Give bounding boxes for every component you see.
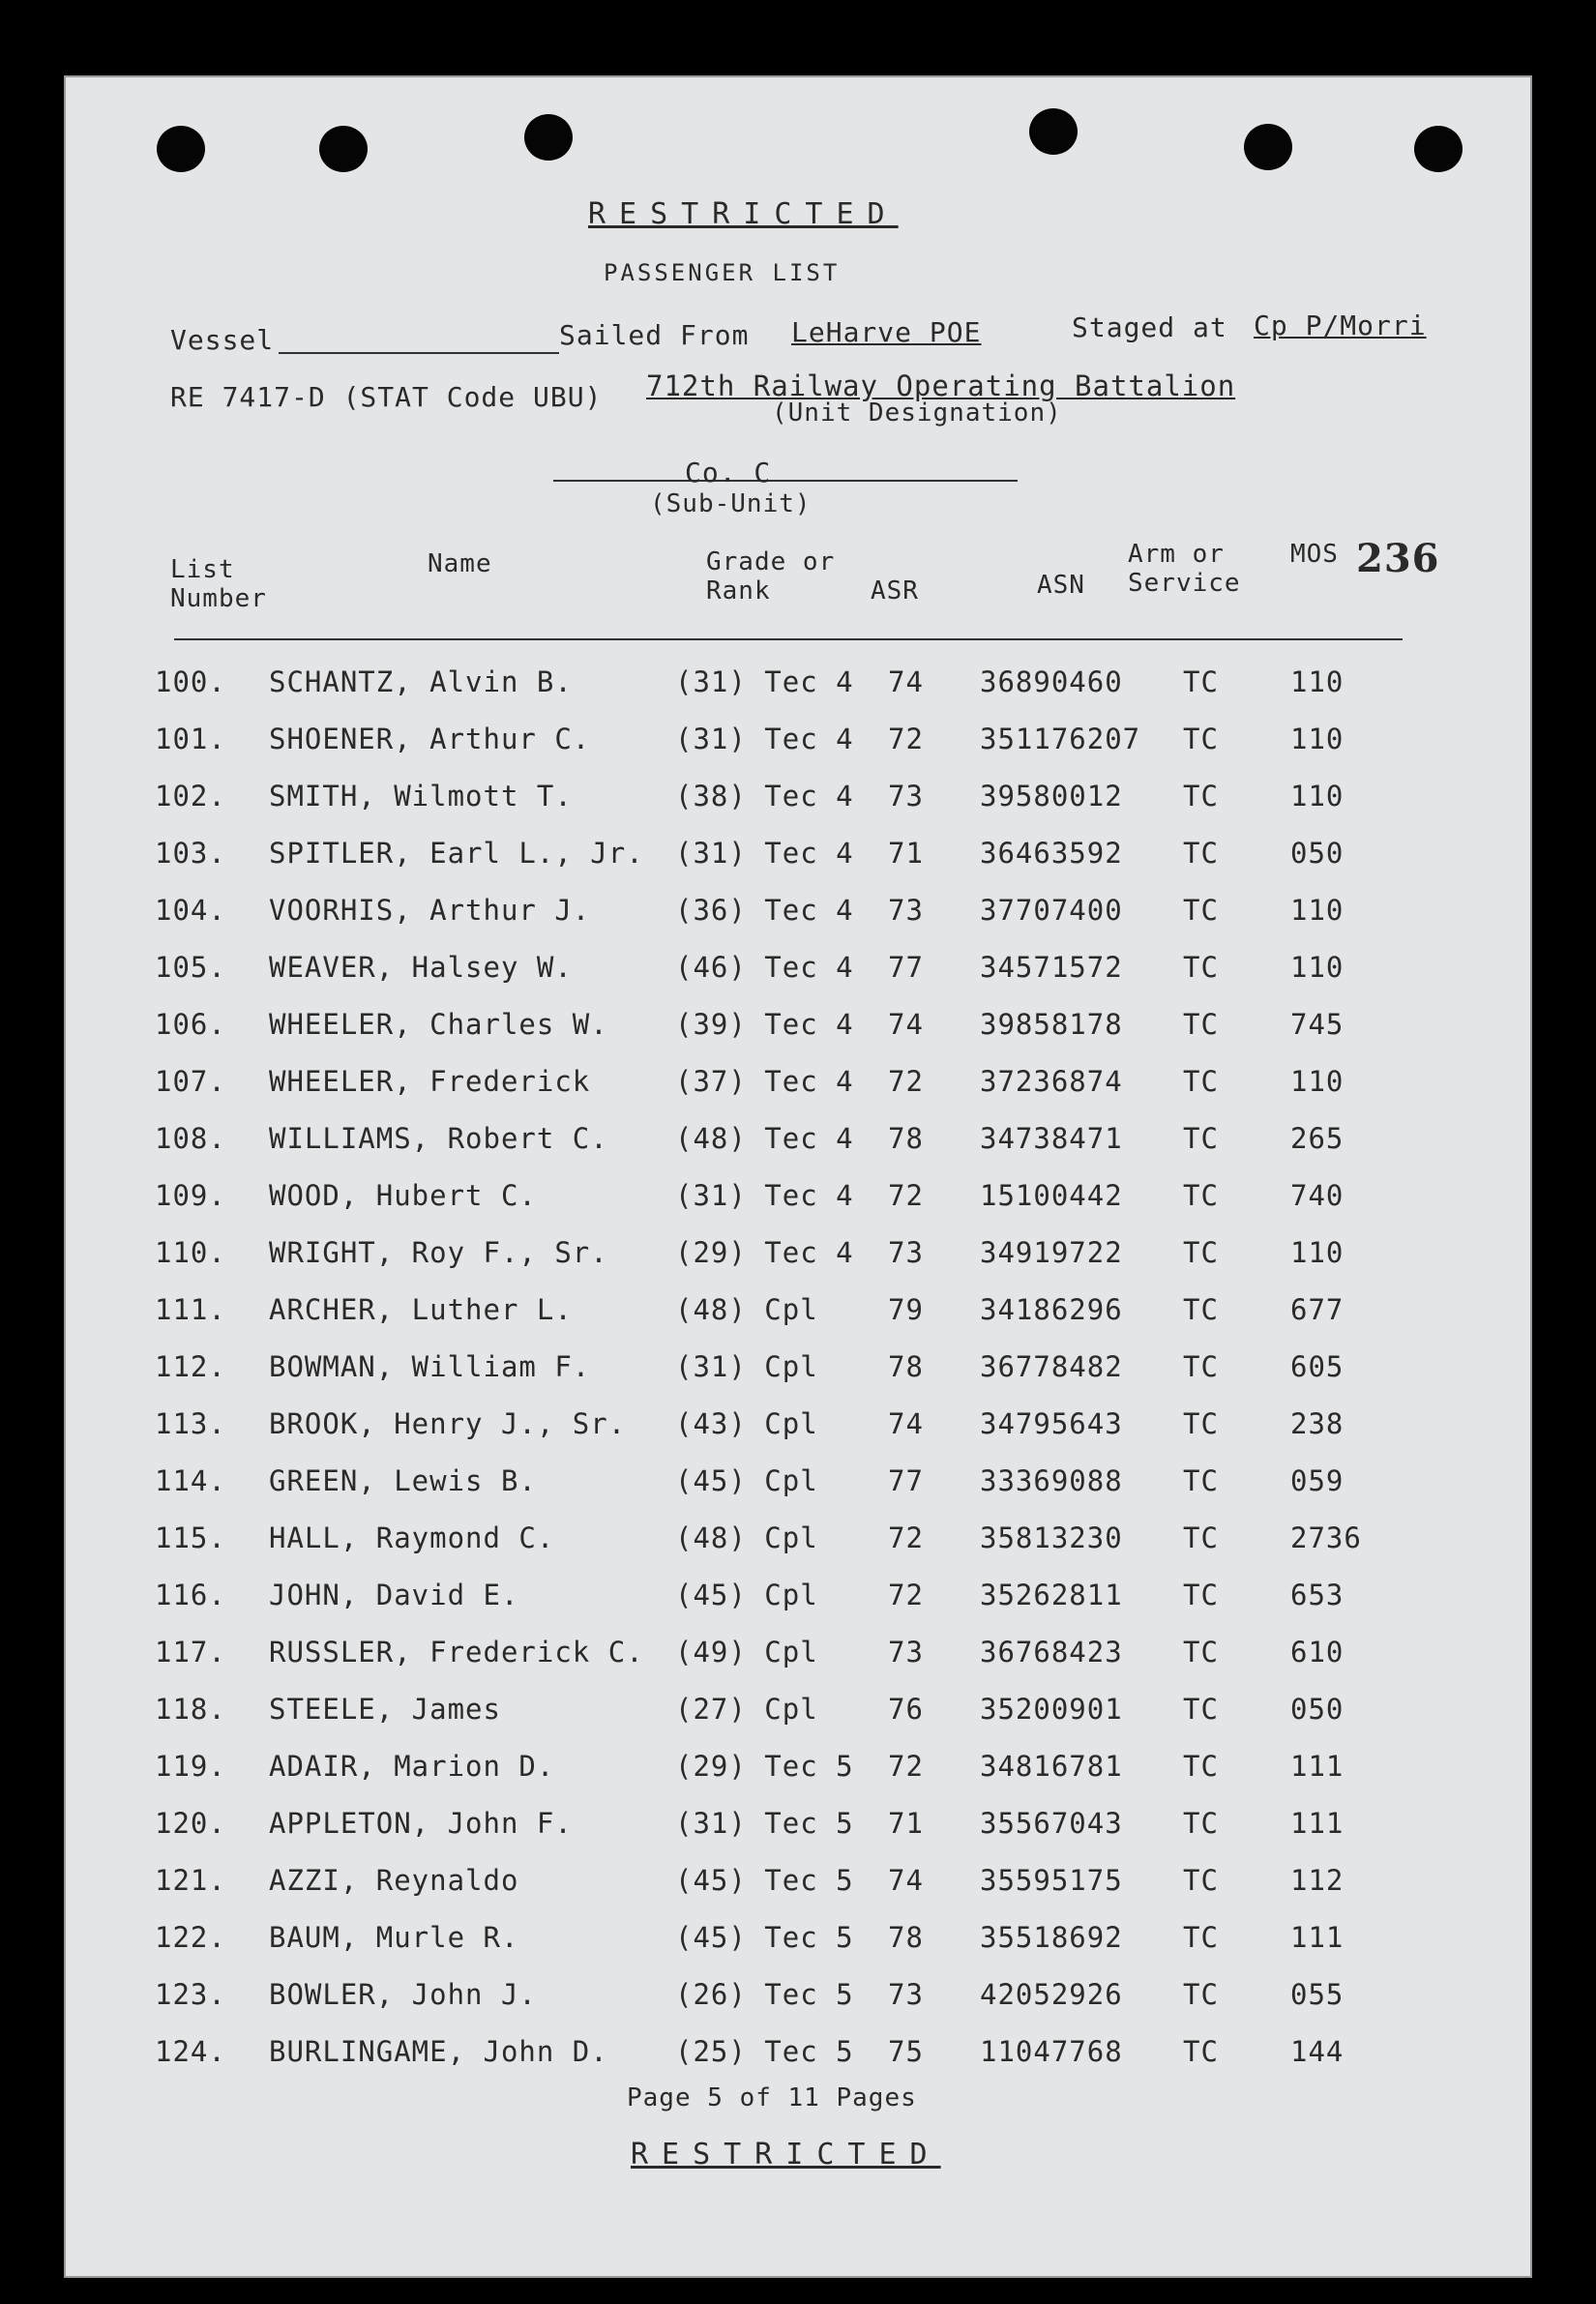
mos-code: 605 [1290, 1350, 1345, 1383]
table-row [66, 2035, 1530, 2074]
list-number: 110. [155, 1236, 226, 1269]
asr-score: 73 [888, 1636, 924, 1669]
list-number: 101. [155, 723, 226, 755]
serial-number: 42052926 [980, 1978, 1123, 2011]
mos-code: 110 [1290, 723, 1345, 755]
grade-rank: (29) Tec 4 [675, 1236, 854, 1269]
arm-service: TC [1183, 1293, 1219, 1326]
mos-code: 111 [1290, 1807, 1345, 1840]
table-row [66, 1407, 1530, 1446]
mos-code: 110 [1290, 665, 1345, 698]
arm-service: TC [1183, 1978, 1219, 2011]
subunit-line [553, 480, 1018, 482]
serial-number: 15100442 [980, 1179, 1123, 1212]
list-number: 103. [155, 837, 226, 870]
binder-hole-5 [1244, 124, 1292, 170]
unit-designation: 712th Railway Operating Battalion [646, 369, 1236, 402]
table-row [66, 1693, 1530, 1731]
grade-rank: (31) Cpl [675, 1350, 818, 1383]
table-row [66, 1350, 1530, 1389]
col-header-name: Name [428, 549, 492, 578]
arm-service: TC [1183, 1122, 1219, 1155]
asr-score: 72 [888, 1179, 924, 1212]
mos-code: 050 [1290, 837, 1345, 870]
passenger-name: WEAVER, Halsey W. [269, 951, 573, 984]
col-header-asr: ASR [871, 576, 919, 606]
asr-score: 77 [888, 1464, 924, 1497]
asr-score: 78 [888, 1921, 924, 1954]
mos-code: 110 [1290, 780, 1345, 812]
document-page [64, 75, 1532, 2278]
serial-number: 37707400 [980, 894, 1123, 927]
classification-bottom: RESTRICTED [631, 2138, 941, 2171]
list-number: 124. [155, 2035, 226, 2068]
passenger-name: ARCHER, Luther L. [269, 1293, 573, 1326]
list-number: 111. [155, 1293, 226, 1326]
arm-service: TC [1183, 1579, 1219, 1611]
list-number: 117. [155, 1636, 226, 1669]
mos-code: 144 [1290, 2035, 1345, 2068]
unit-designation-caption: (Unit Designation) [772, 399, 1062, 428]
table-row [66, 1978, 1530, 2017]
asr-score: 78 [888, 1122, 924, 1155]
asr-score: 73 [888, 780, 924, 812]
mos-code: 050 [1290, 1693, 1345, 1726]
vessel-blank-line [279, 352, 559, 354]
list-number: 108. [155, 1122, 226, 1155]
asr-score: 73 [888, 1978, 924, 2011]
serial-number: 34816781 [980, 1750, 1123, 1783]
serial-number: 33369088 [980, 1464, 1123, 1497]
list-number: 123. [155, 1978, 226, 2011]
mos-code: 610 [1290, 1636, 1345, 1669]
mos-code: 110 [1290, 894, 1345, 927]
passenger-name: WRIGHT, Roy F., Sr. [269, 1236, 608, 1269]
grade-rank: (31) Tec 4 [675, 665, 854, 698]
col-header-grade-1: Grade or [706, 547, 836, 576]
serial-number: 35262811 [980, 1579, 1123, 1611]
mos-code: 2736 [1290, 1521, 1362, 1554]
table-row [66, 1065, 1530, 1104]
list-number: 121. [155, 1864, 226, 1897]
serial-number: 34571572 [980, 951, 1123, 984]
binder-hole-6 [1414, 126, 1463, 172]
arm-service: TC [1183, 1636, 1219, 1669]
binder-hole-3 [524, 114, 573, 161]
table-row [66, 1807, 1530, 1846]
serial-number: 11047768 [980, 2035, 1123, 2068]
arm-service: TC [1183, 1807, 1219, 1840]
col-header-asn: ASN [1037, 571, 1085, 600]
passenger-name: GREEN, Lewis B. [269, 1464, 537, 1497]
re-code: RE 7417-D (STAT Code UBU) [170, 381, 603, 413]
mos-code: 059 [1290, 1464, 1345, 1497]
table-row [66, 665, 1530, 704]
list-number: 106. [155, 1008, 226, 1041]
subunit-name: Co. C [685, 457, 772, 488]
table-row [66, 1921, 1530, 1960]
mos-code: 110 [1290, 1065, 1345, 1098]
grade-rank: (27) Cpl [675, 1693, 818, 1726]
grade-rank: (38) Tec 4 [675, 780, 854, 812]
mos-code: 265 [1290, 1122, 1345, 1155]
table-row [66, 1579, 1530, 1617]
mos-code: 055 [1290, 1978, 1345, 2011]
arm-service: TC [1183, 1350, 1219, 1383]
list-number: 109. [155, 1179, 226, 1212]
mos-code: 745 [1290, 1008, 1345, 1041]
col-header-list-1: List [170, 555, 235, 584]
page-info: Page 5 of 11 Pages [627, 2083, 917, 2112]
arm-service: TC [1183, 1008, 1219, 1041]
list-number: 118. [155, 1693, 226, 1726]
table-row [66, 1521, 1530, 1560]
col-header-list-2: Number [170, 584, 267, 613]
asr-score: 71 [888, 837, 924, 870]
list-number: 114. [155, 1464, 226, 1497]
passenger-name: WILLIAMS, Robert C. [269, 1122, 608, 1155]
list-number: 105. [155, 951, 226, 984]
serial-number: 351176207 [980, 723, 1141, 755]
arm-service: TC [1183, 894, 1219, 927]
arm-service: TC [1183, 723, 1219, 755]
arm-service: TC [1183, 665, 1219, 698]
list-number: 115. [155, 1521, 226, 1554]
arm-service: TC [1183, 1065, 1219, 1098]
mos-code: 110 [1290, 1236, 1345, 1269]
passenger-name: JOHN, David E. [269, 1579, 519, 1611]
staged-at-value: Cp P/Morri [1254, 310, 1427, 341]
grade-rank: (25) Tec 5 [675, 2035, 854, 2068]
table-row [66, 1179, 1530, 1218]
arm-service: TC [1183, 1464, 1219, 1497]
passenger-name: RUSSLER, Frederick C. [269, 1636, 644, 1669]
binder-hole-4 [1029, 108, 1078, 155]
page-number-mark: 236 [1356, 536, 1440, 581]
staged-at-label: Staged at [1072, 311, 1227, 343]
mos-code: 112 [1290, 1864, 1345, 1897]
arm-service: TC [1183, 1864, 1219, 1897]
grade-rank: (26) Tec 5 [675, 1978, 854, 2011]
col-header-grade-2: Rank [706, 576, 771, 606]
list-number: 119. [155, 1750, 226, 1783]
serial-number: 35813230 [980, 1521, 1123, 1554]
passenger-name: VOORHIS, Arthur J. [269, 894, 591, 927]
table-row [66, 1122, 1530, 1161]
list-number: 112. [155, 1350, 226, 1383]
table-row [66, 1864, 1530, 1903]
vessel-label: Vessel [170, 324, 275, 356]
asr-score: 72 [888, 1750, 924, 1783]
table-row [66, 1236, 1530, 1275]
list-number: 122. [155, 1921, 226, 1954]
binder-hole-1 [157, 126, 205, 172]
serial-number: 34919722 [980, 1236, 1123, 1269]
passenger-name: BAUM, Murle R. [269, 1921, 519, 1954]
serial-number: 36768423 [980, 1636, 1123, 1669]
asr-score: 72 [888, 1521, 924, 1554]
asr-score: 79 [888, 1293, 924, 1326]
asr-score: 77 [888, 951, 924, 984]
list-number: 100. [155, 665, 226, 698]
serial-number: 34186296 [980, 1293, 1123, 1326]
col-header-arm-2: Service [1128, 569, 1241, 598]
mos-code: 740 [1290, 1179, 1345, 1212]
document-title: PASSENGER LIST [604, 259, 841, 286]
arm-service: TC [1183, 1921, 1219, 1954]
arm-service: TC [1183, 1693, 1219, 1726]
grade-rank: (45) Cpl [675, 1579, 818, 1611]
asr-score: 74 [888, 1407, 924, 1440]
grade-rank: (48) Cpl [675, 1293, 818, 1326]
list-number: 116. [155, 1579, 226, 1611]
col-header-mos: MOS [1290, 540, 1339, 569]
grade-rank: (31) Tec 4 [675, 723, 854, 755]
mos-code: 111 [1290, 1750, 1345, 1783]
asr-score: 74 [888, 1864, 924, 1897]
asr-score: 74 [888, 1008, 924, 1041]
serial-number: 34795643 [980, 1407, 1123, 1440]
asr-score: 72 [888, 723, 924, 755]
passenger-name: AZZI, Reynaldo [269, 1864, 519, 1897]
asr-score: 73 [888, 894, 924, 927]
table-row [66, 894, 1530, 932]
arm-service: TC [1183, 1179, 1219, 1212]
mos-code: 111 [1290, 1921, 1345, 1954]
passenger-name: STEELE, James [269, 1693, 501, 1726]
passenger-name: BROOK, Henry J., Sr. [269, 1407, 627, 1440]
grade-rank: (43) Cpl [675, 1407, 818, 1440]
table-row [66, 780, 1530, 818]
arm-service: TC [1183, 1521, 1219, 1554]
arm-service: TC [1183, 837, 1219, 870]
serial-number: 36890460 [980, 665, 1123, 698]
list-number: 113. [155, 1407, 226, 1440]
table-row [66, 1750, 1530, 1788]
table-row [66, 837, 1530, 875]
serial-number: 36778482 [980, 1350, 1123, 1383]
table-row [66, 951, 1530, 990]
grade-rank: (31) Tec 4 [675, 1179, 854, 1212]
serial-number: 34738471 [980, 1122, 1123, 1155]
serial-number: 39858178 [980, 1008, 1123, 1041]
classification-top: RESTRICTED [588, 197, 899, 231]
serial-number: 37236874 [980, 1065, 1123, 1098]
passenger-name: SMITH, Wilmott T. [269, 780, 573, 812]
subunit-caption: (Sub-Unit) [650, 489, 812, 518]
serial-number: 35518692 [980, 1921, 1123, 1954]
sailed-from-value: LeHarve POE [791, 316, 982, 348]
serial-number: 35567043 [980, 1807, 1123, 1840]
col-header-arm-1: Arm or [1128, 540, 1225, 569]
serial-number: 35200901 [980, 1693, 1123, 1726]
passenger-name: WOOD, Hubert C. [269, 1179, 537, 1212]
list-number: 107. [155, 1065, 226, 1098]
passenger-name: ADAIR, Marion D. [269, 1750, 555, 1783]
passenger-name: BOWLER, John J. [269, 1978, 537, 2011]
grade-rank: (48) Tec 4 [675, 1122, 854, 1155]
passenger-name: HALL, Raymond C. [269, 1521, 555, 1554]
asr-score: 73 [888, 1236, 924, 1269]
grade-rank: (37) Tec 4 [675, 1065, 854, 1098]
grade-rank: (46) Tec 4 [675, 951, 854, 984]
list-number: 120. [155, 1807, 226, 1840]
passenger-name: WHEELER, Frederick [269, 1065, 591, 1098]
mos-code: 238 [1290, 1407, 1345, 1440]
list-number: 102. [155, 780, 226, 812]
passenger-name: BOWMAN, William F. [269, 1350, 591, 1383]
sailed-from-label: Sailed From [559, 319, 750, 351]
asr-score: 72 [888, 1065, 924, 1098]
serial-number: 39580012 [980, 780, 1123, 812]
table-row [66, 723, 1530, 761]
grade-rank: (31) Tec 4 [675, 837, 854, 870]
grade-rank: (45) Cpl [675, 1464, 818, 1497]
grade-rank: (29) Tec 5 [675, 1750, 854, 1783]
grade-rank: (48) Cpl [675, 1521, 818, 1554]
grade-rank: (31) Tec 5 [675, 1807, 854, 1840]
asr-score: 71 [888, 1807, 924, 1840]
asr-score: 76 [888, 1693, 924, 1726]
asr-score: 75 [888, 2035, 924, 2068]
passenger-name: SHOENER, Arthur C. [269, 723, 591, 755]
passenger-name: SPITLER, Earl L., Jr. [269, 837, 644, 870]
asr-score: 78 [888, 1350, 924, 1383]
passenger-name: SCHANTZ, Alvin B. [269, 665, 573, 698]
asr-score: 74 [888, 665, 924, 698]
table-row [66, 1636, 1530, 1674]
mos-code: 110 [1290, 951, 1345, 984]
list-number: 104. [155, 894, 226, 927]
mos-code: 677 [1290, 1293, 1345, 1326]
grade-rank: (39) Tec 4 [675, 1008, 854, 1041]
arm-service: TC [1183, 951, 1219, 984]
grade-rank: (45) Tec 5 [675, 1864, 854, 1897]
table-row [66, 1008, 1530, 1047]
grade-rank: (45) Tec 5 [675, 1921, 854, 1954]
mos-code: 653 [1290, 1579, 1345, 1611]
serial-number: 36463592 [980, 837, 1123, 870]
table-row [66, 1293, 1530, 1332]
arm-service: TC [1183, 780, 1219, 812]
grade-rank: (49) Cpl [675, 1636, 818, 1669]
arm-service: TC [1183, 1236, 1219, 1269]
asr-score: 72 [888, 1579, 924, 1611]
binder-hole-2 [319, 126, 368, 172]
arm-service: TC [1183, 2035, 1219, 2068]
passenger-name: APPLETON, John F. [269, 1807, 573, 1840]
arm-service: TC [1183, 1407, 1219, 1440]
passenger-name: WHEELER, Charles W. [269, 1008, 608, 1041]
serial-number: 35595175 [980, 1864, 1123, 1897]
table-row [66, 1464, 1530, 1503]
header-rule [174, 638, 1403, 640]
passenger-name: BURLINGAME, John D. [269, 2035, 608, 2068]
arm-service: TC [1183, 1750, 1219, 1783]
grade-rank: (36) Tec 4 [675, 894, 854, 927]
